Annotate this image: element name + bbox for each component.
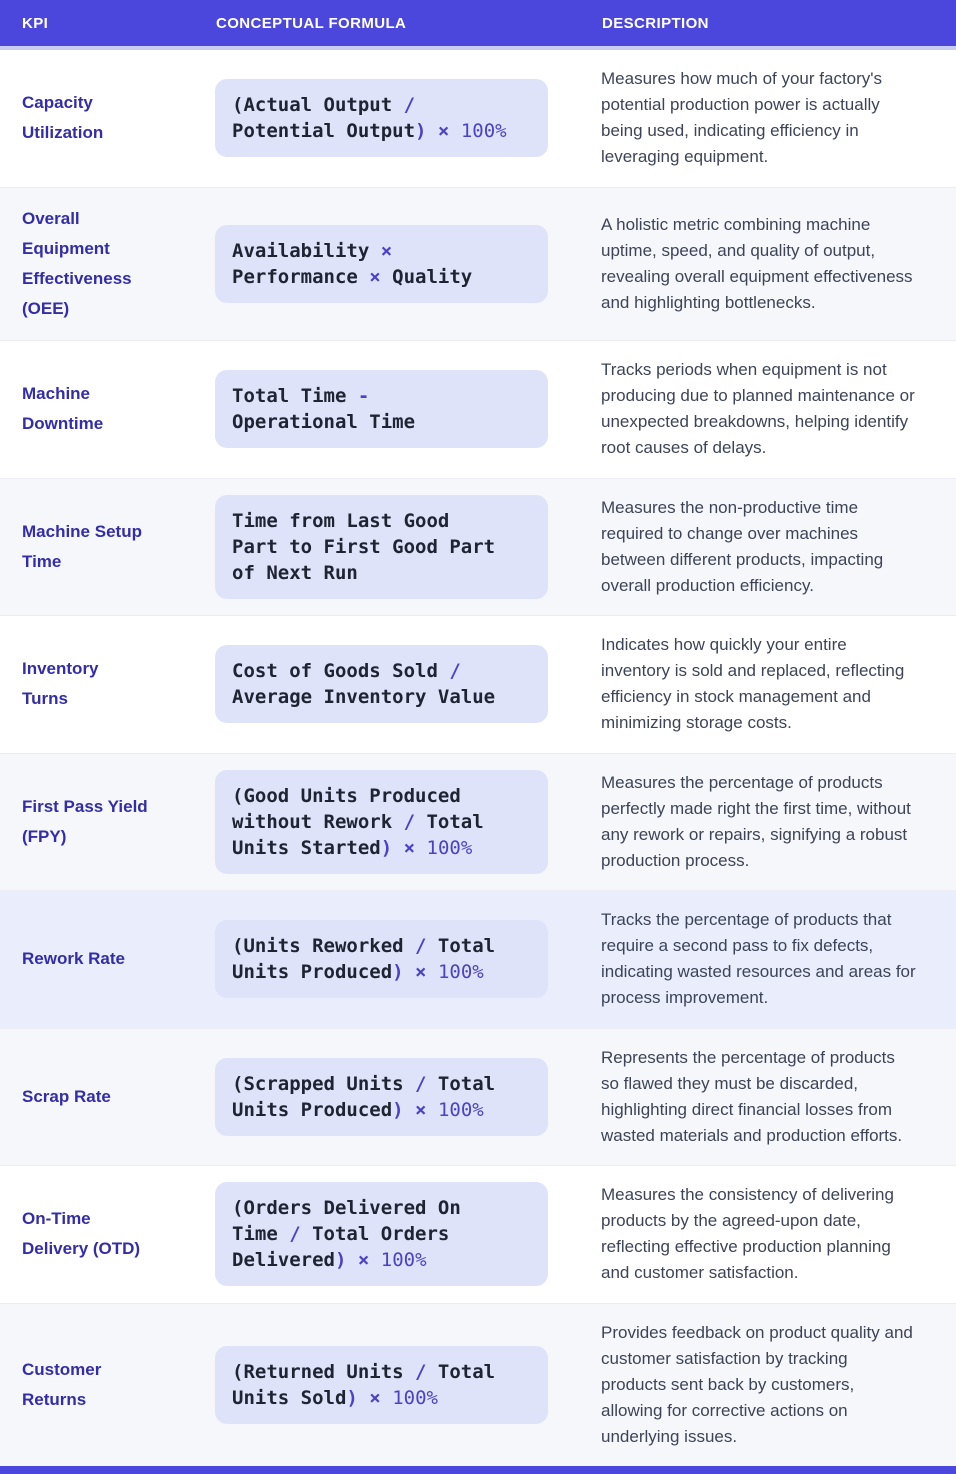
formula-box [215,1182,548,1286]
column-header-description: DESCRIPTION [602,14,709,32]
formula-term: (Returned Units [232,1360,416,1383]
formula-line [232,959,531,985]
formula-term: Units Produced [232,1098,393,1121]
formula-term: Delivered [232,1249,335,1272]
formula-box [215,920,548,998]
formula-term: Part to First Good Part [232,535,496,558]
formula-line [232,684,531,710]
formula-operator: ) [392,961,416,984]
table-row [0,753,956,891]
kpi-description: Tracks the percentage of products that require a second pass to fix defects, indicating wasted resources and areas for process improvement. [601,910,916,1008]
kpi-name [0,379,215,439]
formula-cell [215,1346,601,1424]
formula-line [232,809,531,835]
formula-line [232,560,531,586]
formula-operator: 100% [437,961,484,984]
formula-term [415,837,426,859]
kpi-name [0,792,215,852]
formula-term: Units Started [232,836,381,859]
kpi-name-line: Equipment [22,238,110,258]
kpi-description: Represents the percentage of products so flawed they must be discarded, highlighting direct financial losses from wasted materials and production efforts. [601,1047,903,1145]
formula-line [232,783,531,809]
formula-cell [215,645,601,723]
formula-line [232,238,531,264]
formula-term: Total Orders [300,1223,450,1246]
formula-box [215,1346,548,1424]
formula-operator: / [415,1072,427,1095]
table-body [0,50,956,1466]
formula-term: Units Sold [232,1386,347,1409]
kpi-name [0,944,215,974]
table-row [0,1165,956,1303]
formula-operator: ) [392,1098,416,1121]
formula-line [232,1097,531,1123]
kpi-description: Indicates how quickly your entire inventory is sold and replaced, reflecting efficiency in stock management and minimizing storage costs. [601,635,905,733]
formula-line [232,118,531,144]
formula-operator: / [403,94,416,117]
formula-term: (Actual Output [232,94,404,117]
formula-cell [215,920,601,998]
formula-term [427,1099,438,1121]
formula-operator: × [415,1098,427,1121]
formula-term: of Next Run [232,561,358,584]
formula-cell [215,79,601,157]
formula-term: (Orders Delivered On [232,1197,461,1220]
formula-term [427,961,438,983]
formula-operator: / [449,660,461,683]
formula-cell [215,370,601,448]
table-row [0,478,956,616]
table-row [0,340,956,478]
kpi-name-line: Customer [22,1359,102,1379]
formula-line [232,1385,531,1411]
formula-line [232,409,531,435]
kpi-name [0,1355,215,1415]
formula-line [232,534,531,560]
kpi-name-line: (OEE) [22,298,70,318]
formula-line [232,1359,531,1385]
formula-term: Total Time [232,385,358,408]
formula-cell [215,1058,601,1136]
formula-operator: 100% [426,836,473,859]
formula-line [232,835,531,861]
kpi-description: A holistic metric combining machine uptime, speed, and quality of output, revealing overall equipment effectiveness and highlighting bottlenecks. [601,214,913,312]
formula-cell [215,495,601,599]
kpi-name-line: Delivery (OTD) [22,1239,141,1259]
formula-term: Potential Output [232,120,416,143]
formula-line [232,508,531,534]
table-row [0,1303,956,1467]
formula-operator: 100% [380,1249,427,1272]
formula-cell [215,225,601,303]
kpi-name-line: Machine Setup [22,521,142,541]
formula-box [215,1058,548,1136]
kpi-name-line: Scrap Rate [22,1086,111,1106]
kpi-name-line: Turns [22,689,68,709]
table-row [0,890,956,1028]
formula-line [232,1221,531,1247]
kpi-name [0,1082,215,1112]
formula-operator: ) [334,1249,358,1272]
formula-box [215,79,548,157]
table-row [0,615,956,753]
footer-bar [0,1466,956,1474]
kpi-description: Measures the consistency of delivering products by the agreed-upon date, reflecting effective production planning and customer satisfaction. [601,1185,894,1283]
formula-operator: 100% [437,1098,484,1121]
formula-term: Availability [232,239,381,262]
formula-operator: / [415,935,427,958]
formula-line [232,1195,531,1221]
kpi-name [0,1204,215,1264]
formula-operator: × [415,961,427,984]
kpi-description: Measures the non-productive time required to change over machines between different products, impacting overall production efficiency. [601,497,884,595]
kpi-name-line: Rework Rate [22,949,125,969]
formula-term: Time from Last Good [232,509,450,532]
kpi-name-line: First Pass Yield [22,796,148,816]
formula-operator: ) [415,120,438,143]
table-row [0,50,956,187]
formula-box [215,770,548,874]
formula-term: Total [415,810,484,833]
formula-line [232,1247,531,1273]
formula-operator: × [369,1386,381,1409]
kpi-name-line: Capacity [22,93,93,113]
kpi-name-line: (FPY) [22,826,67,846]
formula-term [381,1387,392,1409]
kpi-description: Measures how much of your factory's potential production power is actually being used, indicating efficiency in leveraging equipment. [601,69,883,167]
formula-term [449,120,460,142]
kpi-name [0,88,215,148]
formula-operator: × [380,239,393,262]
table-row [0,1028,956,1166]
formula-operator: - [357,385,370,408]
kpi-name-line: Overall [22,208,80,228]
kpi-name-line: Machine [22,384,91,404]
formula-term: Total [426,935,496,958]
formula-operator: × [437,120,450,143]
formula-line [232,264,531,290]
formula-operator: ) [380,836,404,859]
formula-operator: / [415,1360,427,1383]
formula-box [215,645,548,723]
formula-operator: 100% [460,120,507,143]
formula-line [232,933,531,959]
formula-operator: × [357,1249,370,1272]
formula-term [369,1249,380,1271]
formula-term: (Scrapped Units [232,1072,416,1095]
kpi-name-line: Returns [22,1389,87,1409]
kpi-description: Tracks periods when equipment is not producing due to planned maintenance or unexpected breakdowns, helping identify root causes of delays. [601,360,915,458]
kpi-name-line: Inventory [22,659,99,679]
formula-operator: ) [346,1386,370,1409]
formula-operator: / [289,1223,301,1246]
column-header-kpi: KPI [22,14,49,32]
kpi-name-line: Effectiveness [22,268,132,288]
column-header-conceptual-formula: CONCEPTUAL FORMULA [216,14,407,32]
formula-box [215,225,548,303]
kpi-name-line: Utilization [22,123,104,143]
formula-line [232,1071,531,1097]
formula-line [232,383,531,409]
table-header-row [0,0,956,46]
formula-box [215,370,548,448]
table-row [0,187,956,341]
formula-box [215,495,548,599]
formula-cell [215,1182,601,1286]
kpi-name-line: Time [22,551,62,571]
kpi-name-line: Downtime [22,414,104,434]
formula-operator: 100% [392,1386,438,1409]
kpi-name [0,204,215,324]
formula-term: without Rework [232,810,404,833]
formula-line [232,658,531,684]
formula-term: Quality [380,265,473,288]
formula-term: Time [232,1223,290,1246]
kpi-name-line: On-Time [22,1209,91,1229]
formula-cell [215,770,601,874]
formula-term: Operational Time [232,411,416,434]
formula-term: Total [426,1072,496,1095]
kpi-description: Provides feedback on product quality and customer satisfaction by tracking products sent back by customers, allowing for corrective actions on underlying issues. [601,1322,913,1446]
kpi-name [0,654,215,714]
formula-operator: / [403,810,416,833]
kpi-description: Measures the percentage of products perfectly made right the first time, without any rework or repairs, signifying a robust production process. [601,772,911,870]
formula-term: Cost of Goods Sold [232,660,450,683]
formula-line [232,92,531,118]
kpi-name [0,517,215,577]
formula-operator: × [403,836,416,859]
formula-term: Performance [232,265,370,288]
formula-operator: × [369,265,381,288]
formula-term: Total [426,1360,496,1383]
formula-term: Units Produced [232,961,393,984]
formula-term: (Good Units Produced [232,784,461,807]
formula-term: (Units Reworked [232,935,416,958]
formula-term: Average Inventory Value [232,686,496,709]
